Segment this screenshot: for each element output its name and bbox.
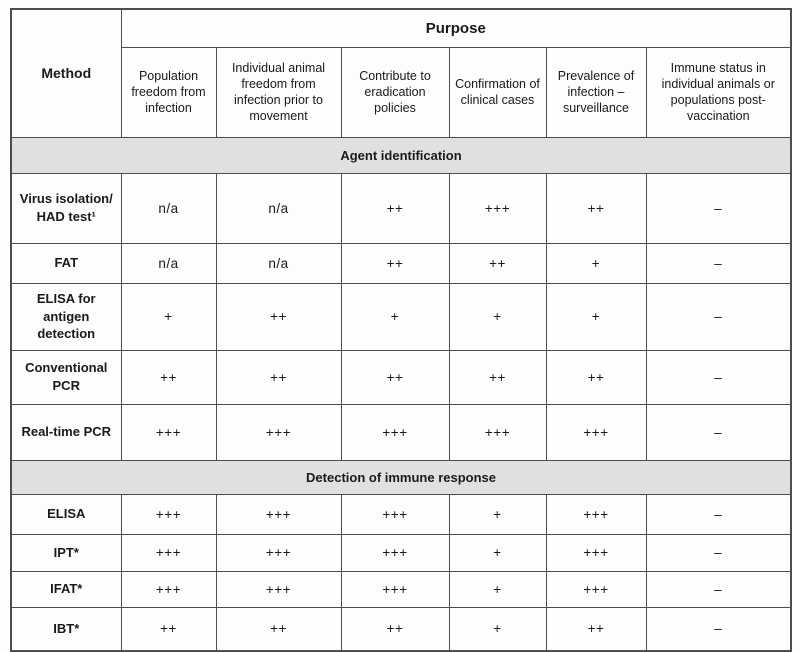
value-cell: +++ [121, 534, 216, 571]
value-cell: + [341, 283, 449, 350]
value-cell: ++ [216, 607, 341, 651]
value-cell: ++ [546, 173, 646, 243]
method-cell-ifat: IFAT* [11, 571, 121, 607]
value-cell: – [646, 571, 791, 607]
value-cell: ++ [121, 350, 216, 404]
diagnostic-methods-table [10, 8, 792, 652]
value-cell: ++ [546, 350, 646, 404]
table-row [11, 283, 791, 350]
method-cell-conventional-pcr: Conventional PCR [11, 350, 121, 404]
value-cell: n/a [216, 243, 341, 283]
value-cell: – [646, 283, 791, 350]
value-cell: ++ [121, 607, 216, 651]
table-row [11, 607, 791, 651]
method-cell-elisa-antigen: ELISA for antigen detection [11, 283, 121, 350]
value-cell: – [646, 243, 791, 283]
value-cell: +++ [216, 534, 341, 571]
value-cell: ++ [546, 607, 646, 651]
value-cell: – [646, 494, 791, 534]
table-row [11, 494, 791, 534]
value-cell: + [449, 607, 546, 651]
value-cell: +++ [216, 494, 341, 534]
value-cell: +++ [216, 571, 341, 607]
column-header-population-freedom: Population freedom from infection [121, 47, 216, 137]
value-cell: +++ [121, 571, 216, 607]
value-cell: +++ [546, 404, 646, 460]
purpose-group-header: Purpose [121, 9, 791, 47]
value-cell: + [546, 283, 646, 350]
value-cell: ++ [341, 607, 449, 651]
value-cell: + [449, 494, 546, 534]
value-cell: – [646, 404, 791, 460]
value-cell: – [646, 173, 791, 243]
value-cell: +++ [121, 404, 216, 460]
value-cell: +++ [341, 571, 449, 607]
value-cell: ++ [216, 283, 341, 350]
value-cell: +++ [341, 534, 449, 571]
value-cell: n/a [216, 173, 341, 243]
value-cell: n/a [121, 173, 216, 243]
value-cell: +++ [216, 404, 341, 460]
value-cell: ++ [449, 243, 546, 283]
column-header-prevalence: Prevalence of infection – surveillance [546, 47, 646, 137]
value-cell: ++ [449, 350, 546, 404]
value-cell: +++ [546, 571, 646, 607]
value-cell: +++ [449, 173, 546, 243]
table-row [11, 571, 791, 607]
method-column-header: Method [11, 9, 121, 137]
table-row [11, 350, 791, 404]
value-cell: + [449, 534, 546, 571]
column-header-individual-freedom: Individual animal freedom from infection prior to movement [216, 47, 341, 137]
value-cell: +++ [341, 494, 449, 534]
value-cell: – [646, 350, 791, 404]
value-cell: +++ [546, 494, 646, 534]
method-cell-ipt: IPT* [11, 534, 121, 571]
value-cell: n/a [121, 243, 216, 283]
column-header-immune-status: Immune status in individual animals or populations post-vaccination [646, 47, 791, 137]
value-cell: +++ [341, 404, 449, 460]
value-cell: ++ [216, 350, 341, 404]
section-header-agent-identification: Agent identification [11, 137, 791, 173]
method-cell-ibt: IBT* [11, 607, 121, 651]
section-header-immune-response: Detection of immune response [11, 460, 791, 494]
method-cell-elisa: ELISA [11, 494, 121, 534]
value-cell: + [546, 243, 646, 283]
table-row [11, 243, 791, 283]
table-row [11, 173, 791, 243]
method-cell-realtime-pcr: Real-time PCR [11, 404, 121, 460]
value-cell: +++ [449, 404, 546, 460]
value-cell: + [121, 283, 216, 350]
column-header-confirmation: Confirmation of clinical cases [449, 47, 546, 137]
value-cell: + [449, 571, 546, 607]
value-cell: ++ [341, 243, 449, 283]
value-cell: – [646, 607, 791, 651]
value-cell: ++ [341, 350, 449, 404]
value-cell: – [646, 534, 791, 571]
value-cell: + [449, 283, 546, 350]
table-row [11, 534, 791, 571]
method-cell-fat: FAT [11, 243, 121, 283]
value-cell: +++ [121, 494, 216, 534]
table-row [11, 404, 791, 460]
method-cell-virus-isolation: Virus isolation/ HAD test¹ [11, 173, 121, 243]
value-cell: ++ [341, 173, 449, 243]
column-header-eradication: Contribute to eradication policies [341, 47, 449, 137]
value-cell: +++ [546, 534, 646, 571]
